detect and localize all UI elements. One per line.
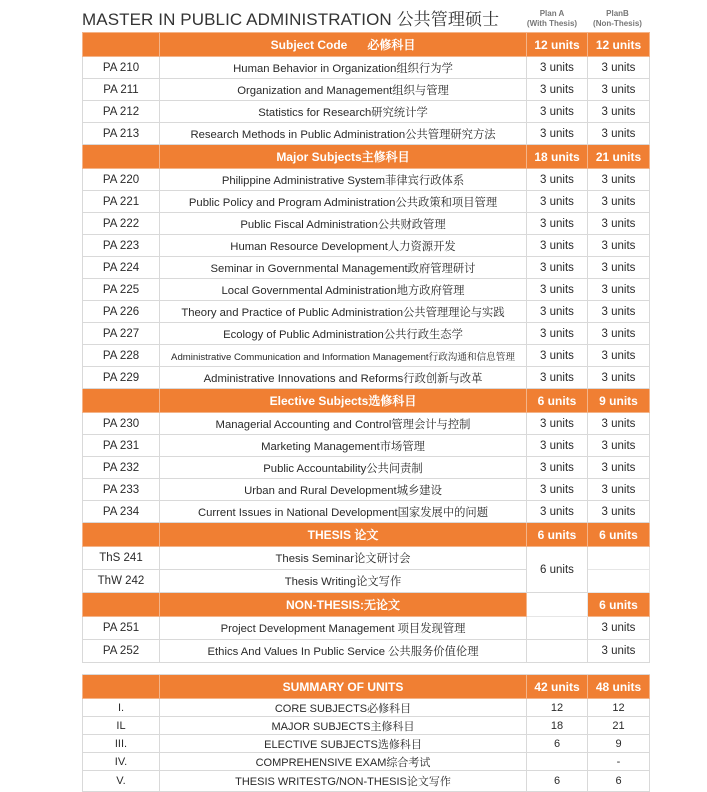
table-row	[83, 345, 650, 367]
course-title: Thesis Writing论文写作	[160, 570, 527, 593]
table-row	[83, 640, 650, 663]
course-code: PA 221	[83, 191, 160, 213]
course-code: PA 225	[83, 279, 160, 301]
course-title: Human Behavior in Organization组织行为学	[160, 57, 527, 79]
course-code: PA 212	[83, 101, 160, 123]
course-title: Public Accountability公共问责制	[160, 457, 527, 479]
section-code-cell	[83, 523, 160, 547]
section-units-plan-b: 21 units	[588, 145, 650, 169]
section-title: THESIS 论文	[160, 523, 527, 547]
units-plan-a	[527, 640, 588, 663]
section-header-summary	[83, 675, 650, 699]
plan-a-label: Plan A	[539, 9, 565, 18]
section-units-plan-b: 9 units	[588, 389, 650, 413]
units-plan-a: 3 units	[527, 479, 588, 501]
units-plan-a: 3 units	[527, 191, 588, 213]
units-plan-b: 3 units	[588, 501, 650, 523]
units-plan-a: 3 units	[527, 257, 588, 279]
summary-label: CORE SUBJECTS必修科目	[160, 699, 527, 717]
section-title: NON-THESIS:无论文	[160, 593, 527, 617]
summary-index: V.	[83, 771, 160, 792]
units-plan-b: 3 units	[588, 413, 650, 435]
section-code-cell	[83, 593, 160, 617]
section-units-plan-b: 48 units	[588, 675, 650, 699]
units-plan-b: 3 units	[588, 323, 650, 345]
units-plan-b: 3 units	[588, 257, 650, 279]
units-plan-a: 3 units	[527, 169, 588, 191]
units-plan-b: 3 units	[588, 301, 650, 323]
units-plan-a: 3 units	[527, 123, 588, 145]
course-title: Research Methods in Public Administration公共管理研究方法	[160, 123, 527, 145]
units-plan-b	[588, 547, 650, 570]
summary-row	[83, 753, 650, 771]
course-code: PA 232	[83, 457, 160, 479]
plan-b-sublabel: (Non-Thesis)	[593, 19, 642, 28]
units-plan-b: 3 units	[588, 435, 650, 457]
section-units-plan-a: 12 units	[527, 33, 588, 57]
table-row	[83, 257, 650, 279]
section-code-cell	[83, 389, 160, 413]
course-code: PA 230	[83, 413, 160, 435]
course-title: Theory and Practice of Public Administration公共管理理论与实践	[160, 301, 527, 323]
summary-plan-a	[527, 753, 588, 771]
table-row	[83, 479, 650, 501]
summary-plan-b: 21	[588, 717, 650, 735]
course-code: PA 231	[83, 435, 160, 457]
course-code: PA 223	[83, 235, 160, 257]
table-row	[83, 191, 650, 213]
units-plan-a: 3 units	[527, 457, 588, 479]
summary-label: COMPREHENSIVE EXAM综合考试	[160, 753, 527, 771]
course-code: PA 220	[83, 169, 160, 191]
section-code-cell	[83, 675, 160, 699]
course-title: Managerial Accounting and Control管理会计与控制	[160, 413, 527, 435]
course-code: ThW 242	[83, 570, 160, 593]
summary-plan-a: 6	[527, 771, 588, 792]
course-code: PA 234	[83, 501, 160, 523]
course-title: Ecology of Public Administration公共行政生态学	[160, 323, 527, 345]
course-code: PA 229	[83, 367, 160, 389]
units-plan-b: 3 units	[588, 367, 650, 389]
plan-b-label: PlanB	[606, 9, 629, 18]
units-plan-b: 3 units	[588, 457, 650, 479]
units-plan-a: 3 units	[527, 57, 588, 79]
units-plan-a: 3 units	[527, 413, 588, 435]
summary-plan-b: 9	[588, 735, 650, 753]
units-plan-b: 3 units	[588, 101, 650, 123]
plan-b-header	[585, 9, 650, 29]
course-title: Public Policy and Program Administration公共政策和项目管理	[160, 191, 527, 213]
course-code: PA 233	[83, 479, 160, 501]
table-row	[83, 79, 650, 101]
summary-row	[83, 699, 650, 717]
units-plan-a-merged: 6 units	[527, 547, 588, 593]
course-title: Organization and Management组织与管理	[160, 79, 527, 101]
course-code: PA 228	[83, 345, 160, 367]
course-title: Administrative Communication and Information Management行政沟通和信息管理	[160, 345, 527, 367]
summary-index: I.	[83, 699, 160, 717]
section-code-cell	[83, 33, 160, 57]
table-row	[83, 169, 650, 191]
course-title: Urban and Rural Development城乡建设	[160, 479, 527, 501]
summary-index: IL	[83, 717, 160, 735]
section-units-plan-a	[527, 593, 588, 617]
course-title: Administrative Innovations and Reforms行政创新与改革	[160, 367, 527, 389]
table-row	[83, 435, 650, 457]
summary-plan-b: 12	[588, 699, 650, 717]
summary-index: IV.	[83, 753, 160, 771]
page-header	[82, 2, 652, 32]
course-title: Thesis Seminar论文研讨会	[160, 547, 527, 570]
summary-label: ELECTIVE SUBJECTS选修科目	[160, 735, 527, 753]
section-title: Subject Code 必修科目	[160, 33, 527, 57]
course-code: ThS 241	[83, 547, 160, 570]
units-plan-a	[527, 617, 588, 640]
table-row	[83, 123, 650, 145]
course-code: PA 226	[83, 301, 160, 323]
spacer-cell	[83, 663, 650, 675]
units-plan-a: 3 units	[527, 367, 588, 389]
section-units-plan-b: 6 units	[588, 523, 650, 547]
section-title: Major Subjects主修科目	[160, 145, 527, 169]
course-title: Ethics And Values In Public Service 公共服务价值伦理	[160, 640, 527, 663]
units-plan-a: 3 units	[527, 323, 588, 345]
section-header-thesis	[83, 523, 650, 547]
units-plan-b: 3 units	[588, 169, 650, 191]
course-title: Project Development Management 项目发现管理	[160, 617, 527, 640]
course-title: Seminar in Governmental Management政府管理研讨	[160, 257, 527, 279]
summary-plan-a: 12	[527, 699, 588, 717]
course-title: Current Issues in National Development国家发展中的问题	[160, 501, 527, 523]
summary-index: III.	[83, 735, 160, 753]
units-plan-a: 3 units	[527, 235, 588, 257]
units-plan-a: 3 units	[527, 79, 588, 101]
units-plan-b: 3 units	[588, 279, 650, 301]
course-title: Philippine Administrative System菲律宾行政体系	[160, 169, 527, 191]
summary-plan-b: 6	[588, 771, 650, 792]
units-plan-a: 3 units	[527, 279, 588, 301]
summary-label: THESIS WRITESTG/NON-THESIS论文写作	[160, 771, 527, 792]
units-plan-a: 3 units	[527, 101, 588, 123]
table-row	[83, 323, 650, 345]
units-plan-b: 3 units	[588, 191, 650, 213]
table-row	[83, 457, 650, 479]
summary-plan-b: -	[588, 753, 650, 771]
units-plan-b	[588, 570, 650, 593]
summary-label: MAJOR SUBJECTS主修科目	[160, 717, 527, 735]
table-row	[83, 501, 650, 523]
table-row	[83, 235, 650, 257]
section-header-core	[83, 33, 650, 57]
units-plan-a: 3 units	[527, 301, 588, 323]
course-code: PA 211	[83, 79, 160, 101]
units-plan-a: 3 units	[527, 345, 588, 367]
course-title: Statistics for Research研究统计学	[160, 101, 527, 123]
page-title: MASTER IN PUBLIC ADMINISTRATION 公共管理硕士	[82, 10, 500, 29]
units-plan-b: 3 units	[588, 640, 650, 663]
table-row	[83, 301, 650, 323]
units-plan-b: 3 units	[588, 345, 650, 367]
summary-row	[83, 771, 650, 792]
course-title: Public Fiscal Administration公共财政管理	[160, 213, 527, 235]
section-title: Elective Subjects选修科目	[160, 389, 527, 413]
table-row	[83, 57, 650, 79]
course-title: Human Resource Development人力资源开发	[160, 235, 527, 257]
plan-a-header	[522, 9, 582, 29]
course-title: Marketing Management市场管理	[160, 435, 527, 457]
units-plan-a: 3 units	[527, 501, 588, 523]
section-header-elective	[83, 389, 650, 413]
units-plan-b: 3 units	[588, 79, 650, 101]
spacer-row	[83, 663, 650, 675]
course-code: PA 222	[83, 213, 160, 235]
units-plan-a: 3 units	[527, 435, 588, 457]
table-row	[83, 101, 650, 123]
section-title: SUMMARY OF UNITS	[160, 675, 527, 699]
summary-plan-a: 18	[527, 717, 588, 735]
section-units-plan-a: 18 units	[527, 145, 588, 169]
course-code: PA 213	[83, 123, 160, 145]
course-code: PA 251	[83, 617, 160, 640]
summary-row	[83, 735, 650, 753]
units-plan-b: 3 units	[588, 57, 650, 79]
units-plan-b: 3 units	[588, 479, 650, 501]
section-units-plan-b: 6 units	[588, 593, 650, 617]
units-plan-a: 3 units	[527, 213, 588, 235]
plan-a-sublabel: (With Thesis)	[526, 19, 578, 28]
section-units-plan-a: 6 units	[527, 523, 588, 547]
course-code: PA 224	[83, 257, 160, 279]
units-plan-b: 3 units	[588, 123, 650, 145]
table-row	[83, 367, 650, 389]
summary-row	[83, 717, 650, 735]
section-header-nonthesis	[83, 593, 650, 617]
course-code: PA 227	[83, 323, 160, 345]
section-header-major	[83, 145, 650, 169]
table-row	[83, 279, 650, 301]
units-plan-b: 3 units	[588, 617, 650, 640]
table-row	[83, 213, 650, 235]
course-code: PA 210	[83, 57, 160, 79]
table-row	[83, 413, 650, 435]
section-units-plan-b: 12 units	[588, 33, 650, 57]
curriculum-table	[82, 32, 650, 792]
course-code: PA 252	[83, 640, 160, 663]
summary-plan-a: 6	[527, 735, 588, 753]
section-units-plan-a: 42 units	[527, 675, 588, 699]
table-row	[83, 617, 650, 640]
units-plan-b: 3 units	[588, 213, 650, 235]
section-code-cell	[83, 145, 160, 169]
table-row	[83, 547, 650, 570]
units-plan-b: 3 units	[588, 235, 650, 257]
course-title: Local Governmental Administration地方政府管理	[160, 279, 527, 301]
section-units-plan-a: 6 units	[527, 389, 588, 413]
